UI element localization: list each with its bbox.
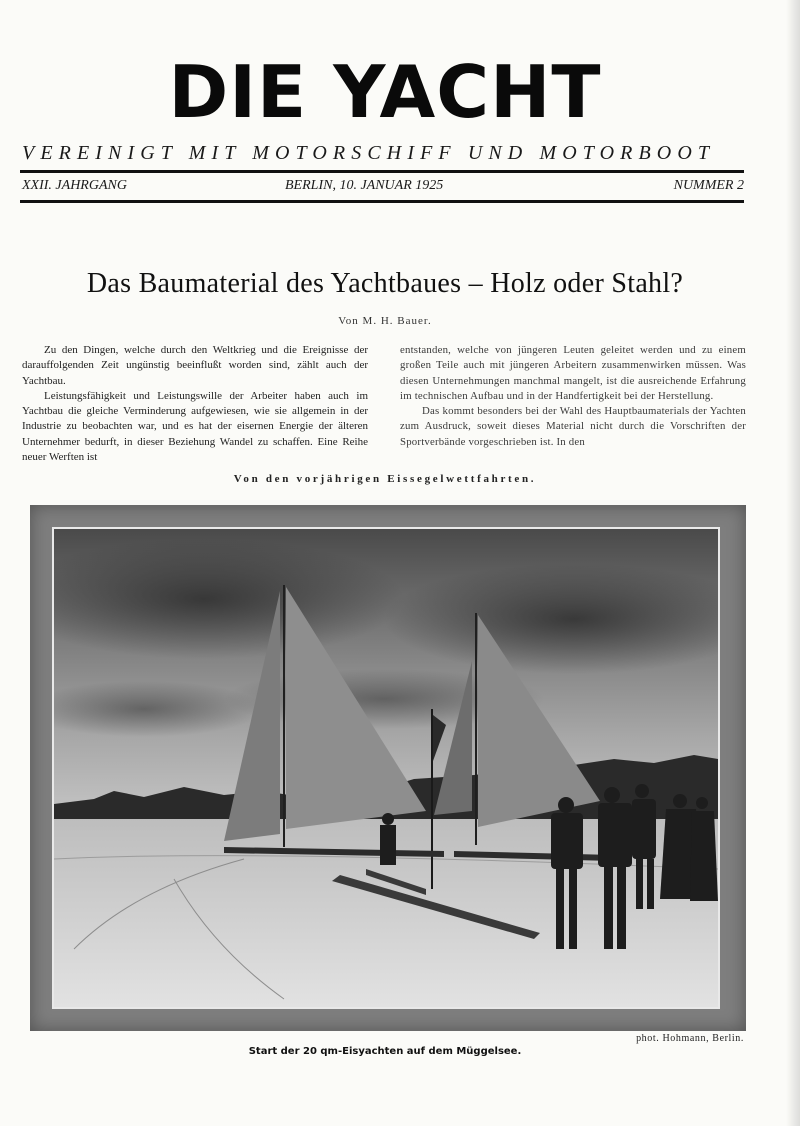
paragraph: Das kommt besonders bei der Wahl des Hauptbaumaterials der Yachten zum Ausdruck, soweit dieses Material nicht durch die Vorschriften der Sportverbände vorgeschrieben ist. In den <box>400 405 746 448</box>
photo-heading: Von den vorjährigen Eissegelwettfahrten. <box>233 473 537 485</box>
paragraph: entstanden, welche von jüngeren Leuten geleitet werden und zu einem großen Teile auch mit jüngeren Arbeitern zusammenwirken müssen. Was diesen Unternehmungen manchmal mangelt, ist die ausreichende Erfahrung im technischen Aufbau und in der Handfertigkeit bei der Herstellung. <box>400 344 746 402</box>
issue-info-row <box>22 178 744 196</box>
photo-credit: phot. Hohmann, Berlin. <box>636 1033 744 1044</box>
issue-number-label: NUMMER 2 <box>673 178 744 193</box>
article-title: Das Baumaterial des Yachtbaues – Holz oder Stahl? <box>86 268 684 299</box>
ice-yacht-photo-image <box>54 529 718 1007</box>
article-byline: Von M. H. Bauer. <box>338 315 432 327</box>
paragraph: Zu den Dingen, welche durch den Weltkrieg und die Ereignisse der darauffolgenden Zeit ungünstig beeinflußt worden sind, zählt auch der Yachtbau. <box>22 344 368 387</box>
article-column-right <box>400 343 746 450</box>
page-edge-shadow <box>786 0 800 1126</box>
photo-caption: Start der 20 qm-Eisyachten auf dem Müggelsee. <box>248 1046 522 1057</box>
article-column-left <box>22 343 368 465</box>
masthead-title: DIE YACHT <box>168 50 602 134</box>
paragraph: Leistungsfähigkeit und Leistungswille der Arbeiter haben auch im Yachtbau die gleiche Verminderung aufgewiesen, wie sie allgemein in der Industrie zu beobachten war, und es hat der eisernen Energie der älteren Unternehmer bedurft, in dieser Beziehung Wandel zu schaffen. Eine Reihe neuer Werften ist <box>22 389 368 464</box>
rule-bottom <box>20 200 744 203</box>
rule-top <box>20 170 744 173</box>
ice-yacht-photo <box>52 527 720 1009</box>
volume-label: XXII. JAHRGANG <box>22 178 127 193</box>
masthead-subtitle: VEREINIGT MIT MOTORSCHIFF UND MOTORBOOT <box>22 142 716 164</box>
place-date-label: BERLIN, 10. JANUAR 1925 <box>285 178 444 193</box>
